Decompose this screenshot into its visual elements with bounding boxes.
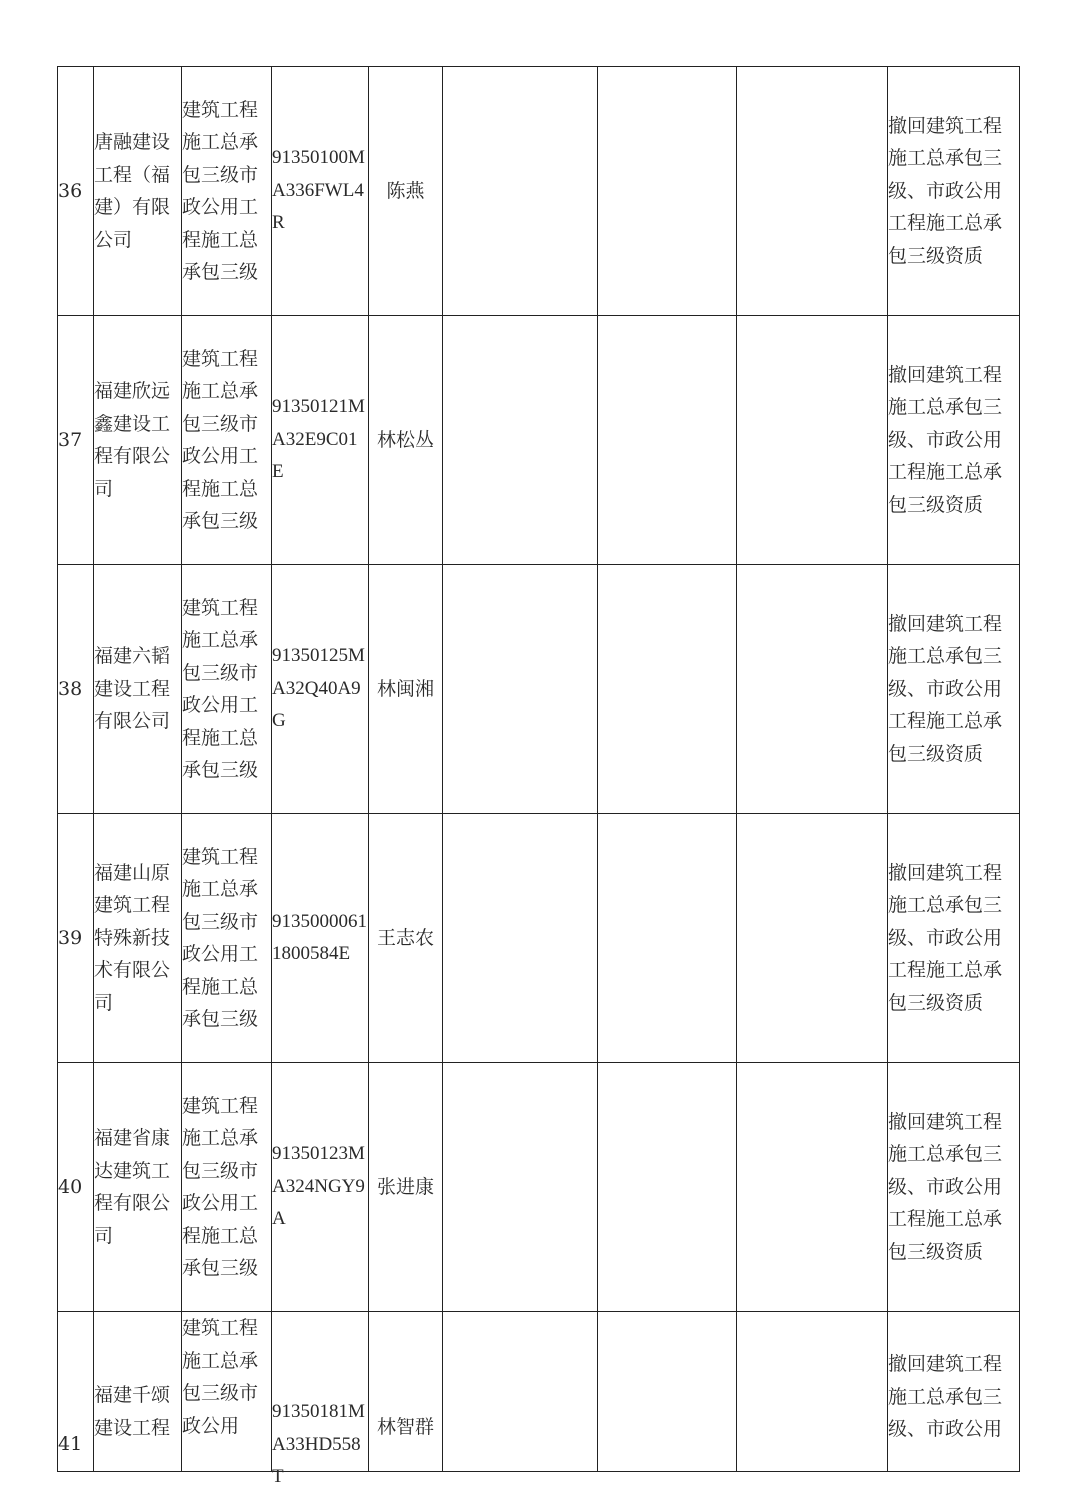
empty-cell-8 xyxy=(737,1312,888,1472)
action-description: 撤回建筑工程施工总承包三级、市政公用工程施工总承包三级资质 xyxy=(888,316,1020,565)
empty-cell-8 xyxy=(737,316,888,565)
row-number: 37 xyxy=(58,316,94,565)
empty-cell-6 xyxy=(443,1312,598,1472)
empty-cell-7 xyxy=(598,67,737,316)
row-number: 36 xyxy=(58,67,94,316)
qualification: 建筑工程施工总承包三级市政公用工程施工总承包三级 xyxy=(182,316,272,565)
qualification: 建筑工程施工总承包三级市政公用工程施工总承包三级 xyxy=(182,814,272,1063)
action-description: 撤回建筑工程施工总承包三级、市政公用工程施工总承包三级资质 xyxy=(888,565,1020,814)
empty-cell-7 xyxy=(598,1063,737,1312)
empty-cell-7 xyxy=(598,1312,737,1472)
action-description: 撤回建筑工程施工总承包三级、市政公用工程施工总承包三级资质 xyxy=(888,67,1020,316)
legal-person: 王志农 xyxy=(369,814,443,1063)
empty-cell-6 xyxy=(443,1063,598,1312)
table-row xyxy=(58,1063,1020,1312)
company-name: 福建省康达建筑工程有限公司 xyxy=(94,1063,182,1312)
legal-person: 林智群 xyxy=(369,1312,443,1472)
row-number: 38 xyxy=(58,565,94,814)
empty-cell-7 xyxy=(598,316,737,565)
table-row xyxy=(58,316,1020,565)
credit-code: 91350125MA32Q40A9G xyxy=(272,565,369,814)
legal-person: 陈燕 xyxy=(369,67,443,316)
empty-cell-7 xyxy=(598,565,737,814)
credit-code: 91350000611800584E xyxy=(272,814,369,1063)
action-description: 撤回建筑工程施工总承包三级、市政公用工程施工总承包三级资质 xyxy=(888,1063,1020,1312)
row-number: 41 xyxy=(58,1312,94,1472)
qualification: 建筑工程施工总承包三级市政公用 xyxy=(182,1312,272,1472)
company-name: 唐融建设工程（福建）有限公司 xyxy=(94,67,182,316)
table-row xyxy=(58,67,1020,316)
empty-cell-6 xyxy=(443,316,598,565)
company-name: 福建六韬建设工程有限公司 xyxy=(94,565,182,814)
table-row xyxy=(58,1312,1020,1472)
legal-person: 林松丛 xyxy=(369,316,443,565)
qualification: 建筑工程施工总承包三级市政公用工程施工总承包三级 xyxy=(182,1063,272,1312)
action-description: 撤回建筑工程施工总承包三级、市政公用工程施工总承包三级资质 xyxy=(888,814,1020,1063)
empty-cell-8 xyxy=(737,67,888,316)
table-row xyxy=(58,814,1020,1063)
empty-cell-7 xyxy=(598,814,737,1063)
empty-cell-6 xyxy=(443,565,598,814)
table-row xyxy=(58,565,1020,814)
credit-code: 91350121MA32E9C01E xyxy=(272,316,369,565)
row-number: 39 xyxy=(58,814,94,1063)
empty-cell-6 xyxy=(443,814,598,1063)
company-name: 福建欣远鑫建设工程有限公司 xyxy=(94,316,182,565)
credit-code: 91350100MA336FWL4R xyxy=(272,67,369,316)
empty-cell-8 xyxy=(737,565,888,814)
credit-code: 91350123MA324NGY9A xyxy=(272,1063,369,1312)
row-number: 40 xyxy=(58,1063,94,1312)
legal-person: 林闽湘 xyxy=(369,565,443,814)
empty-cell-8 xyxy=(737,1063,888,1312)
qualification: 建筑工程施工总承包三级市政公用工程施工总承包三级 xyxy=(182,67,272,316)
revocation-table xyxy=(57,66,1020,1487)
company-name: 福建千颂建设工程 xyxy=(94,1312,182,1472)
qualification: 建筑工程施工总承包三级市政公用工程施工总承包三级 xyxy=(182,565,272,814)
action-description: 撤回建筑工程施工总承包三级、市政公用 xyxy=(888,1312,1020,1472)
empty-cell-8 xyxy=(737,814,888,1063)
credit-code: 91350181MA33HD558T xyxy=(272,1312,369,1472)
empty-cell-6 xyxy=(443,67,598,316)
company-name: 福建山原建筑工程特殊新技术有限公司 xyxy=(94,814,182,1063)
legal-person: 张进康 xyxy=(369,1063,443,1312)
